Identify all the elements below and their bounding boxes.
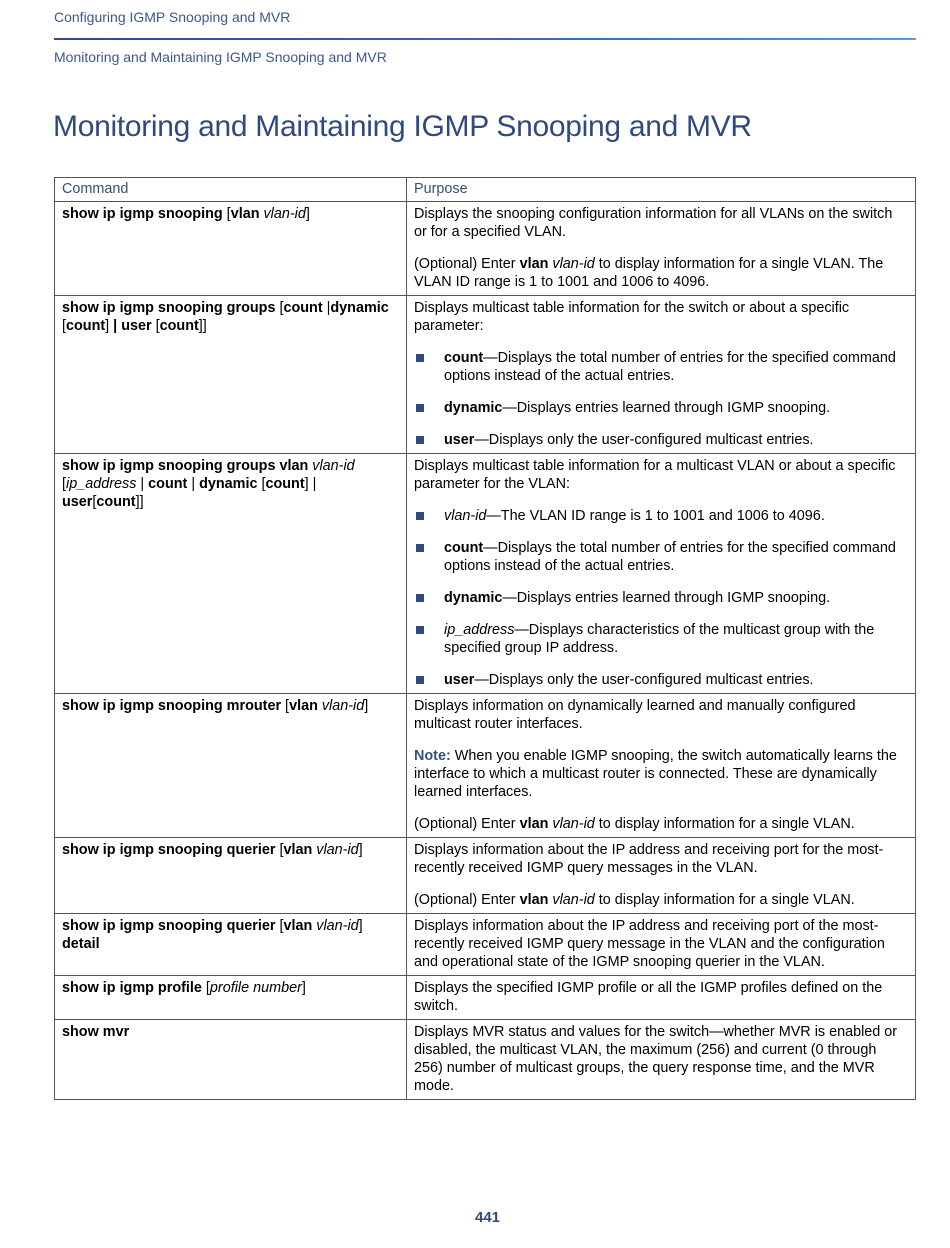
text-run: —Displays only the user-configured multicast entries.: [474, 432, 814, 448]
text-run: Displays the snooping configuration information for all VLANs on the switch or for a specified VLAN.: [414, 206, 893, 240]
page-number: 441: [474, 1209, 501, 1226]
text-run: ] |: [304, 476, 317, 492]
table-header-row: [55, 178, 916, 202]
list-item: [414, 431, 908, 449]
text-run: vlan: [289, 698, 318, 714]
command-cell: [55, 914, 407, 976]
purpose-paragraph: [414, 891, 908, 909]
text-run: [: [275, 842, 284, 858]
purpose-paragraph: [414, 841, 908, 877]
list-item: [414, 671, 908, 689]
text-run: vlan-id: [552, 816, 595, 832]
text-run: to display information for a single VLAN. The VLAN ID range is 1 to 1001 and 1006 to 4096.: [414, 256, 884, 290]
purpose-cell: [407, 838, 916, 914]
text-run: ]: [105, 318, 114, 334]
text-run: vlan: [283, 918, 313, 934]
square-bullet-icon: [416, 544, 424, 552]
table-row: [55, 1020, 916, 1100]
text-run: vlan-id: [444, 508, 487, 524]
note-label: Note:: [414, 748, 451, 764]
text-run: count: [444, 350, 484, 366]
text-run: count: [444, 540, 484, 556]
text-run: vlan-id: [316, 842, 359, 858]
text-run: When you enable IGMP snooping, the switch automatically learns the interface to which a multicast router is connected. These are dynamically learned interfaces.: [414, 748, 897, 800]
text-run: —The VLAN ID range is 1 to 1001 and 1006 to 4096.: [486, 508, 825, 524]
text-run: count: [96, 494, 136, 510]
text-run: vlan-id: [316, 918, 359, 934]
text-run: dynamic: [444, 590, 503, 606]
text-run: (Optional) Enter: [414, 816, 520, 832]
text-run: detail: [62, 936, 100, 952]
text-run: ip_address: [66, 476, 137, 492]
running-header: Configuring IGMP Snooping and MVR: [54, 9, 291, 25]
command-cell: [55, 202, 407, 296]
text-run: vlan-id: [321, 698, 365, 714]
purpose-paragraph: [414, 979, 908, 1015]
text-run: vlan: [519, 256, 549, 272]
purpose-cell: [407, 694, 916, 838]
text-run: ]: [305, 206, 310, 222]
column-header-command: Command: [55, 178, 407, 202]
list-item: [414, 349, 908, 385]
text-run: vlan-id: [312, 458, 355, 474]
text-run: show mvr: [62, 1024, 130, 1040]
header-rule: [54, 38, 916, 40]
text-run: vlan: [519, 892, 549, 908]
text-run: [: [222, 206, 231, 222]
text-run: ]: [358, 918, 363, 934]
square-bullet-icon: [416, 512, 424, 520]
command-cell: [55, 976, 407, 1020]
text-run: user: [62, 494, 93, 510]
text-run: —Displays entries learned through IGMP snooping.: [502, 400, 831, 416]
text-run: [: [62, 318, 66, 334]
square-bullet-icon: [416, 404, 424, 412]
command-cell: [55, 296, 407, 454]
text-run: |: [136, 476, 149, 492]
table-row: [55, 976, 916, 1020]
column-header-purpose: Purpose: [407, 178, 916, 202]
text-run: vlan-id: [552, 256, 595, 272]
text-run: [: [92, 494, 97, 510]
text-run: [: [275, 918, 284, 934]
command-cell: [55, 1020, 407, 1100]
text-run: count: [66, 318, 106, 334]
list-item: [414, 539, 908, 575]
table-row: [55, 914, 916, 976]
text-run: —Displays only the user-configured multicast entries.: [474, 672, 814, 688]
text-run: |: [322, 300, 331, 316]
text-run: to display information for a single VLAN.: [594, 892, 855, 908]
list-item: [414, 589, 908, 607]
purpose-paragraph: [414, 299, 908, 335]
text-run: (Optional) Enter: [414, 256, 520, 272]
purpose-paragraph: [414, 917, 908, 971]
list-item: [414, 621, 908, 657]
text-run: —Displays characteristics of the multicast group with the specified group IP address.: [444, 622, 875, 656]
purpose-paragraph: [414, 255, 908, 291]
text-run: show ip igmp snooping mrouter: [62, 698, 282, 714]
text-run: [: [275, 300, 284, 316]
text-run: ]: [358, 842, 363, 858]
text-run: [: [151, 318, 160, 334]
text-run: user: [444, 672, 475, 688]
text-run: to display information for a single VLAN.: [594, 816, 855, 832]
text-run: show ip igmp profile: [62, 980, 202, 996]
purpose-paragraph: [414, 697, 908, 733]
table-row: [55, 454, 916, 694]
square-bullet-icon: [416, 436, 424, 444]
table-body: [55, 202, 916, 1100]
command-cell: [55, 454, 407, 694]
purpose-cell: [407, 914, 916, 976]
text-run: —Displays the total number of entries for the specified command options instead of the actual entries.: [444, 540, 896, 574]
text-run: vlan-id: [552, 892, 595, 908]
text-run: vlan: [519, 816, 549, 832]
text-run: Displays information on dynamically learned and manually configured multicast router interfaces.: [414, 698, 856, 732]
text-run: user: [444, 432, 475, 448]
text-run: profile number: [209, 980, 302, 996]
purpose-paragraph: [414, 815, 908, 833]
list-item: [414, 507, 908, 525]
purpose-paragraph: [414, 205, 908, 241]
text-run: count: [265, 476, 305, 492]
text-run: [: [201, 980, 210, 996]
bullet-list: [414, 349, 908, 449]
purpose-cell: [407, 202, 916, 296]
text-run: —Displays entries learned through IGMP snooping.: [502, 590, 831, 606]
text-run: vlan: [283, 842, 313, 858]
text-run: [: [62, 476, 66, 492]
command-cell: [55, 838, 407, 914]
text-run: Displays information about the IP address and receiving port of the most-recently received IGMP query message in the VLAN and the configuration and operational state of the IGMP snooping querier in the VLAN.: [414, 918, 885, 970]
table-row: [55, 694, 916, 838]
purpose-cell: [407, 1020, 916, 1100]
text-run: Displays multicast table information for the switch or about a specific parameter:: [414, 300, 850, 334]
purpose-cell: [407, 976, 916, 1020]
text-run: dynamic: [199, 476, 258, 492]
text-run: ip_address: [444, 622, 515, 638]
running-subheader: Monitoring and Maintaining IGMP Snooping and MVR: [54, 49, 387, 65]
text-run: count: [159, 318, 199, 334]
text-run: Displays information about the IP address and receiving port for the most-recently received IGMP query messages in the VLAN.: [414, 842, 884, 876]
text-run: (Optional) Enter: [414, 892, 520, 908]
text-run: show ip igmp snooping: [62, 206, 223, 222]
table-row: [55, 202, 916, 296]
table-row: [55, 296, 916, 454]
text-run: Displays the specified IGMP profile or all the IGMP profiles defined on the switch.: [414, 980, 883, 1014]
square-bullet-icon: [416, 676, 424, 684]
text-run: | user: [113, 318, 152, 334]
purpose-paragraph: [414, 747, 908, 801]
command-cell: [55, 694, 407, 838]
text-run: vlan-id: [263, 206, 306, 222]
text-run: |: [187, 476, 200, 492]
text-run: —Displays the total number of entries for the specified command options instead of the actual entries.: [444, 350, 896, 384]
purpose-paragraph: [414, 457, 908, 493]
text-run: dynamic: [330, 300, 389, 316]
list-item: [414, 399, 908, 417]
text-run: show ip igmp snooping groups vlan: [62, 458, 309, 474]
command-table: [54, 177, 916, 1100]
text-run: ]]: [198, 318, 207, 334]
text-run: Displays multicast table information for a multicast VLAN or about a specific parameter for the VLAN:: [414, 458, 896, 492]
text-run: ]: [364, 698, 369, 714]
text-run: count: [148, 476, 188, 492]
text-run: show ip igmp snooping querier: [62, 918, 276, 934]
text-run: vlan: [230, 206, 260, 222]
bullet-list: [414, 507, 908, 689]
table-row: [55, 838, 916, 914]
text-run: ]]: [135, 494, 144, 510]
text-run: show ip igmp snooping querier: [62, 842, 276, 858]
text-run: show ip igmp snooping groups: [62, 300, 276, 316]
text-run: [: [257, 476, 266, 492]
page-title: Monitoring and Maintaining IGMP Snooping and MVR: [53, 110, 752, 143]
square-bullet-icon: [416, 626, 424, 634]
square-bullet-icon: [416, 594, 424, 602]
text-run: ]: [301, 980, 306, 996]
text-run: count: [283, 300, 323, 316]
square-bullet-icon: [416, 354, 424, 362]
text-run: [: [281, 698, 290, 714]
purpose-cell: [407, 296, 916, 454]
purpose-cell: [407, 454, 916, 694]
text-run: dynamic: [444, 400, 503, 416]
purpose-paragraph: [414, 1023, 908, 1095]
text-run: Displays MVR status and values for the switch—whether MVR is enabled or disabled, the multicast VLAN, the maximum (256) and current (0 through 256) number of multicast groups, the query response time, and the MVR mode.: [414, 1024, 898, 1094]
